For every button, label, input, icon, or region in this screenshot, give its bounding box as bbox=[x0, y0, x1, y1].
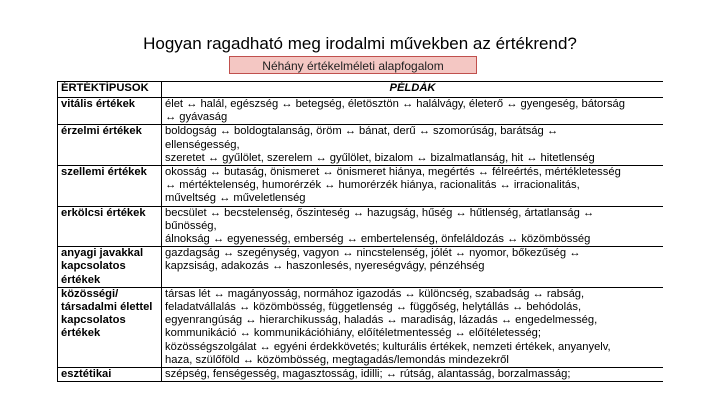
value-type-cell: szellemi értékek bbox=[58, 166, 162, 207]
example-line: szeretet ↔ gyűlölet, szerelem ↔ gyűlölet, bizalom ↔ bizalmatlanság, hit ↔ hitetlenség bbox=[165, 151, 595, 164]
examples-cell bbox=[162, 287, 664, 367]
example-line: szépség, fenségesség, magasztosság, idilli; ↔ rútság, alantasság, borzalmasság; bbox=[165, 368, 571, 381]
example-line: egyenrangúság ↔ hierarchikusság, haladás ↔ maradiság, lázadás ↔ engedelmesség, bbox=[165, 314, 598, 327]
examples-cell bbox=[162, 206, 664, 247]
values-table bbox=[57, 81, 663, 382]
examples-cell bbox=[162, 247, 664, 288]
table-row bbox=[58, 368, 664, 382]
example-line: ellenségesség, bbox=[165, 138, 240, 151]
example-line: közösségszolgálat ↔ egyéni érdekkövetés; kulturális értékek, nemzeti értékek, anyanyelv, bbox=[165, 340, 611, 353]
examples-cell bbox=[162, 166, 664, 207]
table-row bbox=[58, 247, 664, 288]
value-type-cell: vitális értékek bbox=[58, 98, 162, 125]
subtitle-box: Néhány értékelméleti alapfogalom bbox=[229, 56, 477, 74]
example-line: feladatvállalás ↔ közömbösség, függetlenség ↔ függőség, helytállás ↔ behódolás, bbox=[165, 301, 582, 314]
example-line: álnokság ↔ egyenesség, emberség ↔ embertelenség, önfeláldozás ↔ közömbösség bbox=[165, 233, 591, 246]
example-line: élet ↔ halál, egészség ↔ betegség, életösztön ↔ halálvágy, életerő ↔ gyengeség, bátorság bbox=[165, 98, 626, 110]
value-type-cell: esztétikai bbox=[58, 368, 162, 382]
value-type-cell: anyagi javakkal kapcsolatos értékek bbox=[58, 247, 162, 288]
header-examples: PÉLDÁK bbox=[162, 82, 664, 98]
example-line: bűnösség, bbox=[165, 219, 217, 232]
example-line: boldogság ↔ boldogtalanság, öröm ↔ bánat, derű ↔ szomorúság, barátság ↔ bbox=[165, 125, 559, 138]
header-value-types: ÉRTÉKTÍPUSOK bbox=[58, 82, 162, 98]
table-row bbox=[58, 98, 664, 125]
examples-cell bbox=[162, 125, 664, 166]
example-line: gazdagság ↔ szegénység, vagyon ↔ nincstelenség, jólét ↔ nyomor, bőkezűség ↔ bbox=[165, 247, 581, 260]
table-row bbox=[58, 125, 664, 166]
value-type-cell: érzelmi értékek bbox=[58, 125, 162, 166]
examples-cell bbox=[162, 98, 664, 125]
table-row bbox=[58, 166, 664, 207]
table-body bbox=[58, 98, 664, 382]
page-title: Hogyan ragadható meg irodalmi művekben az értékrend? bbox=[143, 34, 577, 53]
example-line: műveltség ↔ műveletlenség bbox=[165, 192, 306, 205]
example-line: ↔ mértéktelenség, humorérzék ↔ humorérzék hiánya, racionalitás ↔ irracionalitás, bbox=[165, 179, 580, 192]
example-line: ↔ gyávaság bbox=[165, 111, 228, 124]
example-line: kapzsiság, adakozás ↔ haszonlesés, nyereségvágy, pénzéhség bbox=[165, 260, 485, 273]
table-row bbox=[58, 206, 664, 247]
example-line: haza, szülőföld ↔ közömbösség, megtagadás/lemondás mindezekről bbox=[165, 353, 509, 366]
table-row bbox=[58, 287, 664, 367]
examples-cell bbox=[162, 368, 664, 382]
table-header-row bbox=[58, 82, 664, 98]
example-line: kommunikáció ↔ kommunikációhiány, előítéletmentesség ↔ előítéletesség; bbox=[165, 327, 541, 340]
example-line: okosság ↔ butaság, önismeret ↔ önismeret hiánya, megértés ↔ félreértés, mértékletesség bbox=[165, 166, 621, 179]
values-table-container bbox=[57, 81, 663, 405]
value-type-cell: erkölcsi értékek bbox=[58, 206, 162, 247]
example-line: becsület ↔ becstelenség, őszinteség ↔ hazugság, hűség ↔ hűtlenség, ártatlanság ↔ bbox=[165, 206, 595, 219]
value-type-cell: közösségi/ társadalmi élettel kapcsolatos értékek bbox=[58, 287, 162, 367]
example-line: társas lét ↔ magányosság, normához igazodás ↔ különcség, szabadság ↔ rabság, bbox=[165, 287, 585, 300]
